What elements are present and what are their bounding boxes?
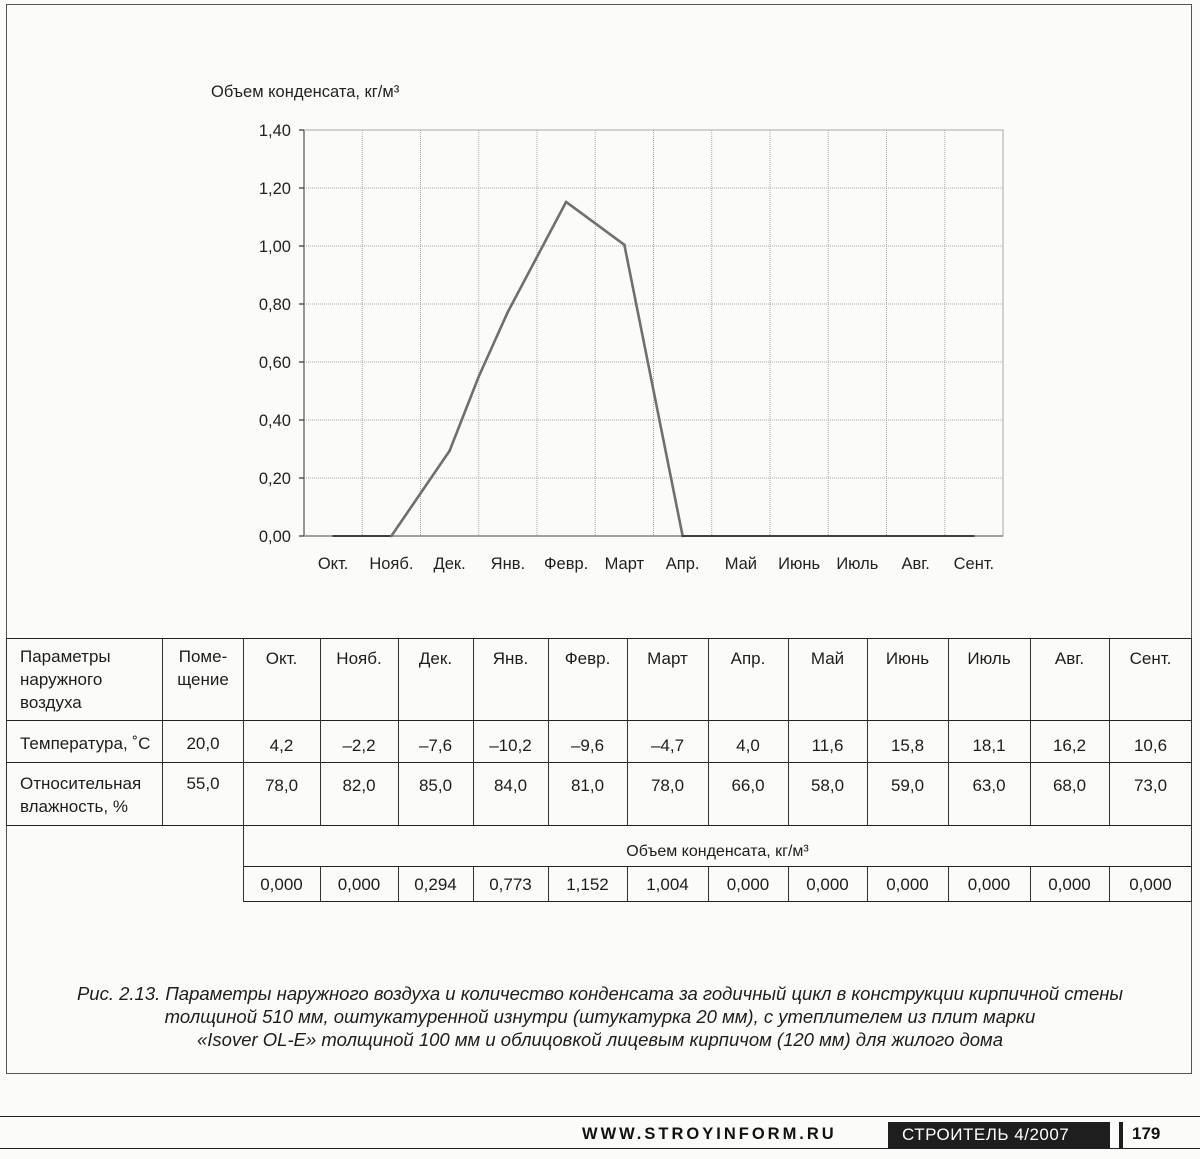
y-tick-label: 1,40 <box>258 122 291 140</box>
footer-separator <box>1119 1122 1123 1148</box>
humidity-label-line: влажность, % <box>20 797 128 816</box>
condensate-cell: 0,000 <box>337 875 381 894</box>
humidity-cell: 85,0 <box>418 776 453 795</box>
caption-line: толщиной 510 мм, оштукатуренной изнутри (штукатурка 20 мм), с утеплителем из плит марки <box>164 1006 1036 1027</box>
condensate-bottom-border <box>243 901 1192 902</box>
x-tick-label: Сент. <box>953 555 995 573</box>
y-tick-label: 0,20 <box>258 470 291 488</box>
condensate-row-border <box>243 866 1192 867</box>
month-header: Окт. <box>265 649 298 668</box>
temperature-cell: 4,0 <box>736 736 760 755</box>
chart-title: Объем конденсата, кг/м³ <box>211 83 400 101</box>
y-tick-label: 0,80 <box>258 296 291 314</box>
y-tick-label: 0,00 <box>258 528 291 546</box>
y-axis-ticks <box>259 122 304 546</box>
header-param-line: Параметры <box>20 647 111 666</box>
chart-grid <box>304 130 1003 536</box>
condensate-cell: 0,000 <box>260 875 303 894</box>
y-tick-label: 0,40 <box>258 412 291 430</box>
x-tick-label: Янв. <box>490 555 526 573</box>
condensate-cell: 0,000 <box>1048 875 1091 894</box>
temperature-cell: –4,7 <box>650 736 685 755</box>
series-segment <box>450 377 479 451</box>
x-axis-ticks <box>318 555 994 573</box>
header-room-line: щение <box>177 670 229 689</box>
humidity-cell: 58,0 <box>810 776 845 795</box>
table-top-border <box>6 638 1192 639</box>
condensate-cell: 0,000 <box>806 875 849 894</box>
x-tick-label: Февр. <box>544 555 589 573</box>
humidity-cell: 68,0 <box>1052 776 1087 795</box>
figure-caption <box>20 982 1180 1051</box>
condensate-cell: 0,000 <box>726 875 770 894</box>
condensate-cell: 0,000 <box>886 875 929 894</box>
x-tick-label: Авг. <box>901 555 930 573</box>
page-number: 179 <box>1132 1124 1161 1143</box>
condensate-cell: 1,004 <box>646 875 689 894</box>
table-row-border <box>6 825 1192 826</box>
y-tick-label: 0,60 <box>258 354 291 372</box>
month-header: Март <box>647 649 688 668</box>
condensate-cell: 0,773 <box>489 875 532 894</box>
temperature-cell: 15,8 <box>890 736 925 755</box>
footer-rule <box>0 1148 1200 1149</box>
month-header: Сент. <box>1129 649 1172 668</box>
caption-line: Рис. 2.13. Параметры наружного воздуха и количество конденсата за годичный цикл в конструкции кирпичной стены <box>76 983 1124 1004</box>
month-header: Дек. <box>418 649 453 668</box>
month-header: Май <box>810 649 845 668</box>
header-param-line: воздуха <box>20 693 82 712</box>
humidity-cell: 82,0 <box>342 776 376 795</box>
header-param-line: наружного <box>20 670 103 689</box>
table-row-border <box>6 762 1192 763</box>
table-column-border <box>6 638 7 826</box>
month-header: Апр. <box>730 649 766 668</box>
month-header: Февр. <box>564 649 611 668</box>
humidity-cell: 59,0 <box>890 776 925 795</box>
humidity-cell: 63,0 <box>972 776 1006 795</box>
temperature-cell: 18,1 <box>972 736 1006 755</box>
condensate-cell: 1,152 <box>566 875 609 894</box>
footer-magazine: СТРОИТЕЛЬ 4/2007 <box>888 1122 1110 1148</box>
table-header-border <box>6 720 1192 721</box>
x-tick-label: Март <box>604 555 645 573</box>
month-header: Июль <box>967 649 1011 668</box>
humidity-cell: 66,0 <box>731 776 765 795</box>
x-tick-label: Июнь <box>778 555 821 573</box>
month-header: Янв. <box>492 649 529 668</box>
humidity-cell: 78,0 <box>264 776 299 795</box>
x-tick-label: Нояб. <box>369 555 414 573</box>
footer-site: WWW.STROYINFORM.RU <box>582 1125 837 1143</box>
header-room-label <box>163 645 243 691</box>
month-header: Июнь <box>885 649 930 668</box>
x-tick-label: Июль <box>836 555 879 573</box>
humidity-cell: 81,0 <box>570 776 605 795</box>
humidity-cell: 73,0 <box>1133 776 1168 795</box>
y-tick-label: 1,20 <box>258 180 291 198</box>
condensate-label: Объем конденсата, кг/м³ <box>626 843 809 860</box>
temperature-label: Температура, ˚С <box>20 734 151 753</box>
x-tick-label: Май <box>724 555 758 573</box>
month-header: Авг. <box>1054 649 1085 668</box>
x-tick-label: Окт. <box>317 555 349 573</box>
footer-rule <box>0 1116 1200 1117</box>
x-tick-label: Апр. <box>665 555 700 573</box>
temperature-cell: 16,2 <box>1052 736 1087 755</box>
temperature-cell: 11,6 <box>811 736 844 755</box>
header-param-label <box>20 645 111 714</box>
humidity-cell: 78,0 <box>650 776 685 795</box>
condensate-cell: 0,000 <box>1129 875 1172 894</box>
temperature-cell: 10,6 <box>1133 736 1168 755</box>
temperature-cell: –7,6 <box>418 736 453 755</box>
x-tick-label: Дек. <box>433 555 466 573</box>
temperature-cell: 4,2 <box>269 736 294 755</box>
temperature-cell: –10,2 <box>489 736 532 755</box>
y-tick-label: 1,00 <box>258 238 291 256</box>
humidity-cell: 84,0 <box>493 776 528 795</box>
month-header: Нояб. <box>336 649 382 668</box>
temperature-cell: –9,6 <box>570 736 605 755</box>
humidity-label <box>20 772 141 818</box>
condensate-cell: 0,294 <box>414 875 457 894</box>
caption-line: «Isover OL-E» толщиной 100 мм и облицовкой лицевым кирпичом (120 мм) для жилого дома <box>196 1029 1004 1050</box>
series-segment <box>479 312 508 377</box>
humidity-label-line: Относительная <box>20 774 142 793</box>
temperature-room: 20,0 <box>186 734 220 753</box>
humidity-room: 55,0 <box>186 774 220 793</box>
condensate-cell: 0,000 <box>967 875 1011 894</box>
header-room-line: Поме- <box>178 647 228 666</box>
temperature-cell: –2,2 <box>342 736 376 755</box>
series-segment <box>391 451 449 536</box>
